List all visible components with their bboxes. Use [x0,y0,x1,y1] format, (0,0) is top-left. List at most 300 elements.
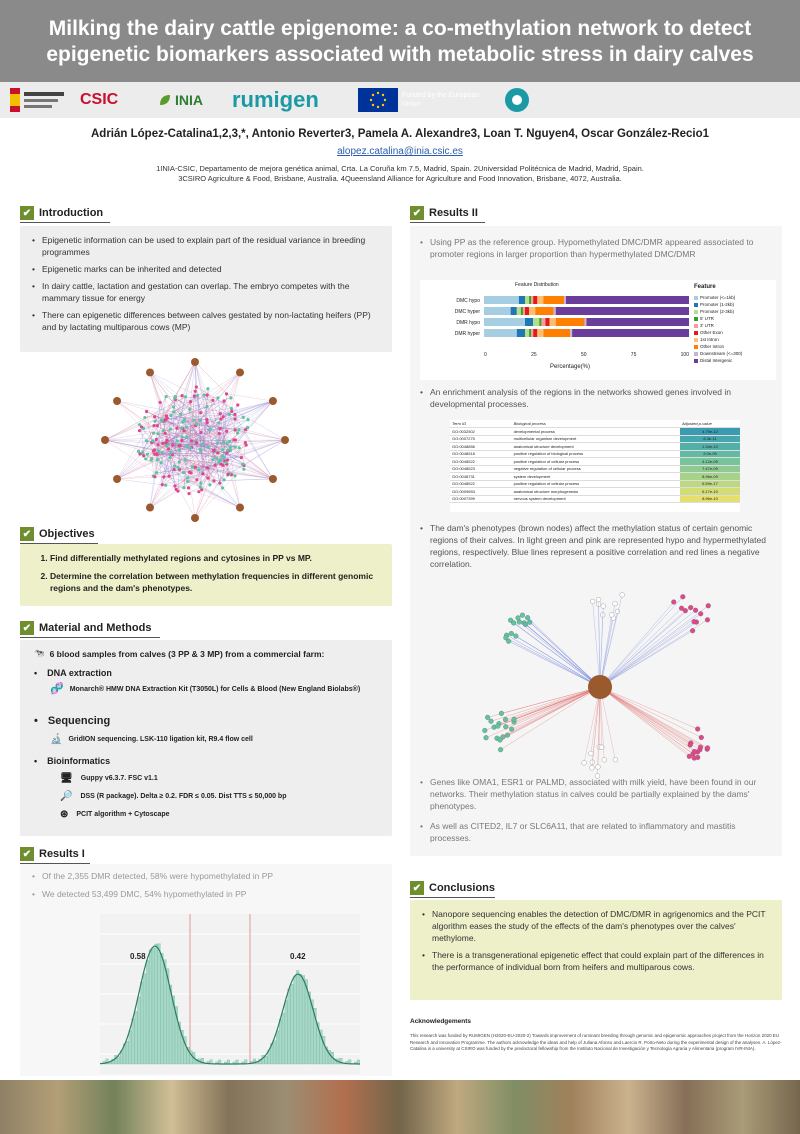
network-node [159,401,162,404]
legend-entry [694,301,742,308]
network-node [225,430,228,433]
x-tick: 25 [531,352,537,358]
network-node [244,428,247,431]
network-node [169,451,172,454]
introduction-heading [20,205,390,221]
network-node [153,453,156,456]
list-item: • An enrichment analysis of the regions in the networks showed genes involved in developmental processes. [418,386,776,410]
methylation-region-node [520,613,525,618]
legend-label: Other Exon [700,330,723,335]
feature-bar-segment [543,296,564,304]
network-node [216,451,219,454]
network-node [221,448,224,451]
feature-bar-segment [531,329,533,337]
feature-bar-segment [564,296,566,304]
network-node [230,407,233,410]
methylation-region-node [615,609,620,614]
network-node [138,429,141,432]
sequencing-label: Sequencing [47,715,111,727]
list-item: • The dam's phenotypes (brown nodes) affect the methylation status of certain genomic regions of their calves. In light green and pink are represented hypo and hypermethylated regions, respectively. Blue lines represent a positive correlation and red lines a negative correlation. [418,522,776,570]
table-row [450,443,740,451]
legend-entry [694,336,742,343]
network-node [152,432,155,435]
magnifier-icon: 🔎 [60,791,73,802]
objectives-heading-text: Objectives [39,528,95,540]
correlation-edge [600,622,694,687]
methylation-region-node [620,592,625,597]
check-icon: ✔ [410,206,424,220]
methylation-region-node [589,751,594,756]
feature-legend-title: Feature [694,284,716,290]
network-node [206,466,209,469]
feature-bar-segment [546,318,550,326]
network-node [171,443,174,446]
legend-label: Promoter (2-3kb) [700,309,735,314]
network-node [156,424,159,427]
network-node [189,400,192,403]
feature-bar-segment [517,329,525,337]
legend-label: 3' UTR [700,323,714,328]
x-tick: 75 [630,352,637,358]
methylation-region-node [705,617,710,622]
histogram-bar [132,1019,135,1064]
methods-heading [20,620,390,636]
network-edge [235,415,273,479]
list-item: • Of the 2,355 DMR detected, 58% were hypomethylated in PP [30,870,382,882]
conclusions-heading [410,880,780,896]
feature-bar-segment [525,318,533,326]
feature-bar-segment [556,318,585,326]
network-node [219,459,222,462]
network-node [165,395,168,398]
network-node [145,410,148,413]
network-node [161,442,164,445]
logo-bar [0,82,800,118]
methylation-region-node [506,639,511,644]
network-node [199,482,202,485]
legend-entry [694,308,742,315]
feature-bar-segment [525,329,529,337]
methods-box [20,640,392,836]
list-item: • We detected 53,499 DMC, 54% hypomethylated in PP [30,888,382,900]
legend-swatch [694,296,698,300]
table-cell: GO:0009653 [450,488,512,496]
network-node [181,435,184,438]
network-node [199,486,202,489]
conclusions-list [420,908,772,973]
network-node [173,410,176,413]
feature-bar-segment [543,329,570,337]
network-node [152,424,155,427]
table-cell: GO:0048518 [450,450,512,458]
network-node [209,428,212,431]
table-cell: GO:0048856 [450,443,512,451]
correlation-edge [522,615,600,687]
table-cell: GO:0048523 [450,465,512,473]
network-node [141,451,144,454]
dna-extraction-line: • DNA extraction [34,668,112,678]
network-node [182,486,185,489]
feature-bar-segment [533,329,537,337]
hypo-proportion-label: 0.58 [130,952,146,961]
histogram-bar [126,1041,129,1064]
correlation-edge [600,687,690,745]
histogram-bar [158,944,161,1064]
network-node [232,438,235,441]
methylation-region-node [693,608,698,613]
network-node [165,414,168,417]
results2-list-4 [418,776,776,849]
network-node [206,476,209,479]
rumigen-logo [232,88,319,112]
table-cell: positive regulation of biological process [512,450,680,458]
methylation-region-node [582,760,587,765]
feature-bar-segment [570,329,572,337]
legend-swatch [694,331,698,335]
feature-bar-segment [511,307,517,315]
bio-line-1 [60,773,158,784]
feature-bar-segment [584,318,586,326]
correlation-edge [507,635,600,687]
network-node [167,447,170,450]
methylation-region-node [680,594,685,599]
network-edge [158,451,195,518]
methylation-region-node [498,738,503,743]
histogram-bar [149,950,152,1064]
network-node [164,441,167,444]
conclusions-heading-text: Conclusions [429,882,496,894]
network-node [216,442,219,445]
table-row [450,428,740,436]
table-cell: 8.96e-10 [680,495,740,503]
table-cell: developmental process [512,428,680,436]
feature-bar-segment [535,307,553,315]
table-header-cell: Adjusted p-value [680,420,740,428]
network-node [143,416,146,419]
network-node [150,458,153,461]
network-node [183,418,186,421]
affiliation-line-2: 3CSIRO Agriculture & Food, Brisbane, Australia. 4Queensland Alliance for Agriculture and Food Innovation, Brisbane, 4072, Australia. [178,174,622,183]
legend-entry [694,350,742,357]
legend-entry [694,329,742,336]
methylation-region-node [511,621,516,626]
eu-flag-logo [358,88,482,112]
title-line-2: epigenetic biomarkers associated with metabolic stress in dairy calves [46,43,754,66]
network-node [188,471,191,474]
network-node [155,438,158,441]
table-header-row [450,420,740,428]
feature-bar-segment [556,307,689,315]
correlation-edge [600,687,708,748]
histogram-bar [143,974,146,1064]
microscope-icon: 🔬 [50,734,63,745]
dam-phenotype-node [588,675,612,699]
table-cell: positive regulation of cellular process [512,458,680,466]
methylation-region-node [601,604,606,609]
network-node [226,473,229,476]
network-node [207,446,210,449]
histogram-bar [129,1031,132,1064]
csic-logo [80,88,118,112]
phenotype-node [191,358,199,366]
network-node [153,420,156,423]
inia-logo-text: INIA [175,92,203,108]
methylation-region-node [706,603,711,608]
histogram-bar [161,953,164,1064]
sequencing-line: • Sequencing [34,715,111,727]
feature-x-ticks [484,352,689,358]
network-node [219,412,222,415]
network-node [202,393,205,396]
network-icon: ⊛ [60,809,69,820]
network-node [162,475,165,478]
phenotype-node [191,514,199,522]
legend-swatch [694,310,698,314]
kit-text: Monarch® HMW DNA Extraction Kit (T3050L) for Cells & Blood (New England Biolabs®) [69,686,361,693]
phenotype-node [113,475,121,483]
network-node [185,426,188,429]
feature-bar-segment [566,296,689,304]
seq-detail-line [50,734,253,745]
network-node [223,456,226,459]
network-node [233,418,236,421]
list-item: • There is a transgenerational epigenetic effect that could explain part of the differences in the performance of individual born from heifers and multiparous cows. [420,949,772,973]
network-node [180,427,183,430]
legend-label: 1st Intron [700,337,719,342]
phenotype-node [146,504,154,512]
network-node [230,410,233,413]
histogram-bar [140,982,143,1064]
table-cell: 7.47e-09 [680,465,740,473]
acknowledgements [410,1018,782,1053]
list-item: • Epigenetic information can be used to explain part of the residual variance in breeding programmes [30,234,382,258]
correlation-edge [600,687,701,737]
x-tick: 100 [680,352,689,358]
feature-bar-segment [587,318,690,326]
network-node [178,449,181,452]
network-node [144,457,147,460]
bioinformatics-label: Bioinformatics [47,756,111,766]
network-node [157,450,160,453]
histogram-bar [138,997,141,1064]
phenotype-node [113,397,121,405]
network-node [186,476,189,479]
network-node [178,444,181,447]
histogram-bar [117,1057,120,1064]
network-node [142,454,145,457]
network-node [176,439,179,442]
methylation-region-node [495,724,500,729]
methylation-region-node [671,600,676,605]
network-node [173,484,176,487]
methylation-region-node [705,746,710,751]
network-node [218,481,221,484]
conclusions-box [410,900,782,1000]
samples-line [34,648,324,659]
network-node [195,478,198,481]
methylation-region-node [613,757,618,762]
seq-detail-text: GridION sequencing. LSK-110 ligation kit, R9.4 flow cell [68,736,253,743]
table-row [450,458,740,466]
network-node [199,411,202,414]
methylation-region-node [613,601,618,606]
phenotype-node [281,436,289,444]
table-row [450,435,740,443]
histogram-bar [279,1019,282,1064]
table-cell: anatomical structure morphogenesis [512,488,680,496]
network-node [156,432,159,435]
methods-heading-text: Material and Methods [39,622,152,634]
correlation-edge [528,618,600,687]
results1-heading-text: Results I [39,848,85,860]
list-item: • Using PP as the reference group. Hypomethylated DMC/DMR appeared associated to promoter regions in larger proportion than hypermethylated DMC/DMR [418,236,776,260]
histogram-bar [155,944,158,1064]
csic-logo-text: CSIC [80,91,119,108]
histogram-bar [273,1041,276,1064]
acknowledgements-heading: Acknowledgements [410,1018,472,1025]
histogram-bar [308,992,311,1064]
network-node [219,418,222,421]
introduction-box [20,226,392,352]
table-cell: negative regulation of cellular process [512,465,680,473]
network-node [195,385,198,388]
network-node [167,475,170,478]
feature-bar-segment [519,296,525,304]
network-node [183,429,186,432]
methylation-density-histogram [100,914,360,1074]
bio-text-1: Guppy v6.3.7. FSC v1.1 [80,775,158,782]
network-node [238,446,241,449]
network-node [242,463,245,466]
acknowledgements-text: This research was funded by RUMIGEN (H2020-EU-2020-2) Towards improvement of ruminant breeding through genomic and epigenomic approaches project from the Horizon 2020 EU Research and Innovation Programme. The authors acknowledge the ideas and help of Juliana Afonso and Laercio R. Porto-Neto during the experimental design of the analyses. A. López-Catalina is a university at CSIRO was funded by the predoctoral fellowship from the Instituto Nacional de Investigación y Tecnología Agraria y Alimentaria (program IVR-INIA). [410,1033,782,1051]
network-edge [195,362,231,398]
methylation-region-node [482,728,487,733]
table-row [450,480,740,488]
network-node [146,453,149,456]
phenotype-node [269,475,277,483]
histogram-bar [135,1011,138,1064]
methylation-region-node [687,754,692,759]
legend-entry [694,294,742,301]
network-node [223,399,226,402]
network-node [242,416,245,419]
legend-label: Downstream (<=300) [700,351,743,356]
dna-helix-icon: 🧬 [50,683,64,695]
introduction-list [30,234,382,333]
network-node [228,440,231,443]
histogram-bar [305,980,308,1064]
methylation-region-node [513,634,518,639]
network-node [206,421,209,424]
network-node [187,486,190,489]
network-node [164,432,167,435]
histogram-bar [164,960,167,1064]
network-node [236,403,239,406]
cow-icon: 🐄 [34,648,45,658]
correlation-edge [506,638,600,687]
poster-title [0,0,800,82]
phenotype-node [236,504,244,512]
network-node [205,418,208,421]
network-node [138,423,141,426]
list-item: • Genes like OMA1, ESR1 or PALMD, associated with milk yield, have been found in our networks. Their methylation status in calves could be partially explained by the dams' phenotypes. [418,776,776,812]
network-node [155,471,158,474]
enrichment-table-wrap [450,420,740,512]
network-node [221,486,224,489]
histogram-bar [296,970,299,1064]
table-cell: nervous system development [512,495,680,503]
histogram-bar [291,984,294,1064]
network-node [197,468,200,471]
network-node [195,423,198,426]
feature-bar-segment [529,296,531,304]
network-node [178,460,181,463]
check-icon: ✔ [20,527,34,541]
table-cell: 2.0e-09 [680,450,740,458]
network-node [191,465,194,468]
network-node [193,394,196,397]
co-methylation-network-figure [95,355,295,525]
methylation-region-node [699,735,704,740]
network-node [169,414,172,417]
network-node [177,466,180,469]
network-node [222,441,225,444]
phenotype-node [101,436,109,444]
check-icon: ✔ [20,206,34,220]
methylation-region-node [485,715,490,720]
feature-bar-segment [531,296,533,304]
list-item: • As well as CITED2, IL7 or SLC6A11, that are related to inflammatory and mastitis processes. [418,820,776,844]
feature-legend [694,294,742,364]
check-icon: ✔ [20,847,34,861]
bio-text-3: PCIT algorithm + Cytoscape [76,811,170,818]
feature-bar-segment [554,307,556,315]
methylation-region-node [498,747,503,752]
network-node [137,450,140,453]
feature-bar-segment [539,318,541,326]
table-cell: 8.96e-09 [680,473,740,481]
histogram-bar [302,975,305,1064]
phenotype-node [269,397,277,405]
feature-x-label: Percentage(%) [550,364,591,370]
feature-bar-segment [484,307,511,315]
feature-bar-segment [521,307,523,315]
results2-heading-text: Results II [429,207,478,219]
contact-email[interactable]: alopez.catalina@inia.csic.es [337,146,463,157]
network-node [160,419,163,422]
table-cell: system development [512,473,680,481]
x-tick: 0 [484,352,487,358]
feature-row-label: DMR hypo [456,320,480,326]
histogram-bar [294,976,297,1064]
correlation-edge [518,618,600,687]
correlation-edge [497,687,600,738]
feature-bar-segment [523,307,525,315]
correlation-edge [600,687,694,752]
authors: Adrián López-Catalina1,2,3,*, Antonio Reverter3, Pamela A. Alexandre3, Loan T. Nguyen4, Oscar González-Recio1 [91,128,709,140]
correlation-edge [516,636,600,687]
list-item: • There can epigenetic differences between calves gestated by non-lactating heifers (PP) and by lactating multiparous cows (MP) [30,309,382,333]
network-node [160,461,163,464]
feature-bar-segment [572,329,689,337]
correlation-edge [600,687,689,756]
network-node [205,405,208,408]
correlation-edge [600,622,696,687]
network-node [208,483,211,486]
phenotype-node [236,368,244,376]
inia-logo [158,88,203,112]
network-node [145,439,148,442]
